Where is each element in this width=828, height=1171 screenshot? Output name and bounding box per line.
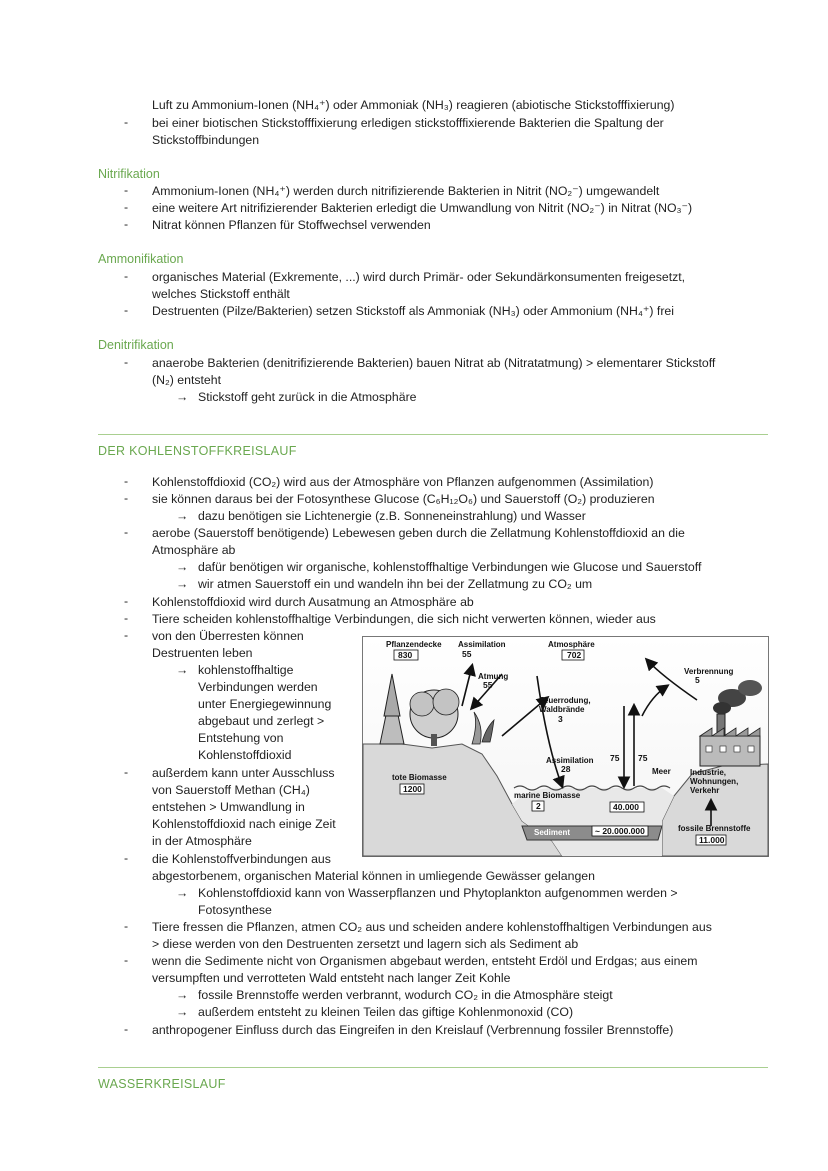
- kohlenstoff-sub: dafür benötigen wir organische, kohlenstoffhaltige Verbindungen wie Glucose und Sauerstoff: [198, 560, 702, 574]
- bullet-dash: -: [124, 200, 129, 214]
- kohlenstoff-bullet-9-cont: > diese werden von den Destruenten zersetzt und lagern sich als Sediment ab: [152, 937, 579, 951]
- intro-bullet: bei einer biotischen Stickstofffixierung erledigen stickstofffixierende Bakterien die Spaltung der: [152, 116, 664, 130]
- kohlenstoff-sub-cont: Kohlenstoffdioxid: [198, 748, 292, 762]
- label-industrie: Industrie,: [690, 768, 727, 777]
- kohlenstoff-bullet-1: Kohlenstoffdioxid (CO₂) wird aus der Atmosphäre von Pflanzen aufgenommen (Assimilation): [152, 475, 654, 489]
- heading-denitrifikation: Denitrifikation: [98, 338, 174, 352]
- label-verbrennung: Verbrennung: [684, 667, 734, 676]
- arrow-icon: →: [176, 509, 189, 523]
- nitrifikation-bullet-2: eine weitere Art nitrifizierender Bakterien erledigt die Umwandlung von Nitrit (NO₂⁻) in Nitrat (NO₃⁻): [152, 201, 693, 215]
- heading-nitrifikation: Nitrifikation: [98, 167, 160, 181]
- label-verkehr: Verkehr: [690, 786, 720, 795]
- bullet-dash: -: [124, 303, 129, 317]
- kohlenstoff-sub: außerdem entsteht zu kleinen Teilen das giftige Kohlenmonoxid (CO): [198, 1005, 574, 1019]
- arrow-icon: →: [176, 886, 189, 900]
- arrow-icon: →: [176, 577, 189, 591]
- label-fossile-brennstoffe: fossile Brennstoffe: [678, 824, 751, 833]
- heading-ammonifikation: Ammonifikation: [98, 252, 184, 266]
- nitrifikation-bullet-3: Nitrat können Pflanzen für Stoffwechsel verwenden: [152, 218, 431, 232]
- label-waldbraende: Waldbrände: [539, 705, 585, 714]
- denitrifikation-sub: Stickstoff geht zurück in die Atmosphäre: [198, 390, 417, 404]
- value-fossile-brennstoffe: 11.000: [699, 835, 725, 845]
- kohlenstoff-sub: kohlenstoffhaltige: [198, 663, 294, 677]
- denitrifikation-bullet-1: anaerobe Bakterien (denitrifizierende Bakterien) bauen Nitrat ab (Nitratatmung) > elementarer Stickstoff: [152, 356, 716, 370]
- bullet-dash: -: [124, 765, 129, 779]
- bullet-dash: -: [124, 525, 129, 539]
- nitrifikation-bullet-1: Ammonium-Ionen (NH₄⁺) werden durch nitrifizierende Bakterien in Nitrit (NO₂⁻) umgewandelt: [152, 184, 660, 198]
- label-marine-biomasse: marine Biomasse: [514, 791, 581, 800]
- kohlenstoff-bullet-10: wenn die Sedimente nicht von Organismen abgebaut werden, entsteht Erdöl und Erdgas; aus einem: [152, 954, 698, 968]
- kohlenstoff-sub: dazu benötigen sie Lichtenergie (z.B. Sonneneinstrahlung) und Wasser: [198, 509, 586, 523]
- bullet-dash: -: [124, 953, 129, 967]
- bullet-dash: -: [124, 115, 129, 129]
- value-pflanzendecke: 830: [398, 650, 413, 660]
- arrow-icon: →: [176, 560, 189, 574]
- bullet-dash: -: [124, 919, 129, 933]
- section-title-kohlenstoff: DER KOHLENSTOFFKREISLAUF: [98, 444, 297, 458]
- bullet-dash: -: [124, 355, 129, 369]
- label-sediment: Sediment: [534, 828, 571, 837]
- value-tote-biomasse: 1200: [403, 784, 422, 794]
- ammonifikation-bullet-1: organisches Material (Exkremente, ...) wird durch Primär- oder Sekundärkonsumenten freigesetzt,: [152, 270, 686, 284]
- intro-line: Luft zu Ammonium-Ionen (NH₄⁺) oder Ammoniak (NH₃) reagieren (abiotische Stickstofffixierung): [152, 98, 675, 112]
- kohlenstoff-bullet-4: Kohlenstoffdioxid wird durch Ausatmung an Atmosphäre ab: [152, 595, 474, 609]
- kohlenstoff-bullet-3: aerobe (Sauerstoff benötigende) Lebewesen geben durch die Zellatmung Kohlenstoffdioxid an die: [152, 526, 685, 540]
- label-tote-biomasse: tote Biomasse: [392, 773, 447, 782]
- kohlenstoff-sub-cont: Fotosynthese: [198, 903, 272, 917]
- bullet-dash: -: [124, 183, 129, 197]
- kohlenstoff-bullet-2: sie können daraus bei der Fotosynthese Glucose (C₆H₁₂O₆) und Sauerstoff (O₂) produzieren: [152, 492, 655, 506]
- value-assimilation-sea: 28: [561, 764, 571, 774]
- kohlenstoff-bullet-3-cont: Atmosphäre ab: [152, 543, 236, 557]
- kohlenstoff-sub-cont: abgebaut und zerlegt >: [198, 714, 325, 728]
- label-assimilation: Assimilation: [458, 640, 506, 649]
- value-assimilation: 55: [462, 649, 472, 659]
- denitrifikation-bullet-1-cont: (N₂) entsteht: [152, 373, 222, 387]
- section-divider: [98, 434, 768, 435]
- kohlenstoff-bullet-6-cont: Destruenten leben: [152, 646, 253, 660]
- kohlenstoff-bullet-7-cont: in der Atmosphäre: [152, 834, 252, 848]
- kohlenstoff-bullet-7-cont: von Sauerstoff Methan (CH₄): [152, 783, 310, 797]
- kohlenstoff-bullet-7-cont: entstehen > Umwandlung in: [152, 800, 305, 814]
- bullet-dash: -: [124, 611, 129, 625]
- bullet-dash: -: [124, 628, 129, 642]
- kohlenstoff-bullet-7: außerdem kann unter Ausschluss: [152, 766, 335, 780]
- bullet-dash: -: [124, 217, 129, 231]
- kohlenstoff-bullet-8-cont: abgestorbenem, organischen Material können in umliegende Gewässer gelangen: [152, 869, 595, 883]
- intro-bullet-cont: Stickstoffbindungen: [152, 133, 260, 147]
- value-atmung: 55: [483, 680, 493, 690]
- label-assimilation-sea: Assimilation: [546, 756, 594, 765]
- value-feuerrodung: 3: [558, 714, 563, 724]
- arrow-icon: →: [176, 663, 189, 677]
- kohlenstoff-sub-cont: Entstehung von: [198, 731, 284, 745]
- bullet-dash: -: [124, 594, 129, 608]
- arrow-icon: →: [176, 1005, 189, 1019]
- kohlenstoff-sub-cont: unter Energiegewinnung: [198, 697, 332, 711]
- label-feuerrodung: Feuerrodung,: [539, 696, 591, 705]
- kohlenstoff-bullet-11: anthropogener Einfluss durch das Eingreifen in den Kreislauf (Verbrennung fossiler Brennstoffe): [152, 1023, 674, 1037]
- kohlenstoff-bullet-10-cont: versumpften und verrotteten Wald entsteht nach langer Zeit Kohle: [152, 971, 511, 985]
- label-wohnungen: Wohnungen,: [690, 777, 739, 786]
- bullet-dash: -: [124, 269, 129, 283]
- ammonifikation-bullet-2: Destruenten (Pilze/Bakterien) setzen Stickstoff als Ammoniak (NH₃) oder Ammonium (NH₄⁺) frei: [152, 304, 674, 318]
- label-meer: Meer: [652, 767, 671, 776]
- kohlenstoff-bullet-8: die Kohlenstoffverbindungen aus: [152, 852, 331, 866]
- value-down: 75: [610, 753, 620, 763]
- label-atmosphaere: Atmosphäre: [548, 640, 595, 649]
- kohlenstoff-bullet-9: Tiere fressen die Pflanzen, atmen CO₂ aus und scheiden andere kohlenstoffhaltigen Verbindungen aus: [152, 920, 712, 934]
- bullet-dash: -: [124, 474, 129, 488]
- value-verbrennung: 5: [695, 675, 700, 685]
- kohlenstoff-sub-cont: Verbindungen werden: [198, 680, 318, 694]
- value-marine-biomasse: 2: [536, 801, 541, 811]
- value-meer: 40.000: [613, 802, 639, 812]
- kohlenstoff-bullet-7-cont: Kohlenstoffdioxid nach einige Zeit: [152, 817, 336, 831]
- label-pflanzendecke: Pflanzendecke: [386, 640, 442, 649]
- kohlenstoff-bullet-6: von den Überresten können: [152, 629, 304, 643]
- kohlenstoff-bullet-5: Tiere scheiden kohlenstoffhaltige Verbindungen, die sich nicht verwerten können, wieder aus: [152, 612, 656, 626]
- ammonifikation-bullet-1-cont: welches Stickstoff enthält: [152, 287, 290, 301]
- kohlenstoff-sub: wir atmen Sauerstoff ein und wandeln ihn bei der Zellatmung zu CO₂ um: [198, 577, 593, 591]
- value-up: 75: [638, 753, 648, 763]
- label-atmung: Atmung: [478, 672, 509, 681]
- section-divider: [98, 1067, 768, 1068]
- kohlenstoff-sub: Kohlenstoffdioxid kann von Wasserpflanzen und Phytoplankton aufgenommen werden >: [198, 886, 678, 900]
- kohlenstoff-sub: fossile Brennstoffe werden verbrannt, wodurch CO₂ in die Atmosphäre steigt: [198, 988, 613, 1002]
- value-atmosphaere: 702: [567, 650, 582, 660]
- arrow-icon: →: [176, 390, 189, 404]
- arrow-icon: →: [176, 988, 189, 1002]
- value-sediment: ~ 20.000.000: [595, 826, 645, 836]
- bullet-dash: -: [124, 1022, 129, 1036]
- section-title-wasser: WASSERKREISLAUF: [98, 1077, 226, 1091]
- bullet-dash: -: [124, 491, 129, 505]
- bullet-dash: -: [124, 851, 129, 865]
- carbon-cycle-diagram: [362, 636, 769, 857]
